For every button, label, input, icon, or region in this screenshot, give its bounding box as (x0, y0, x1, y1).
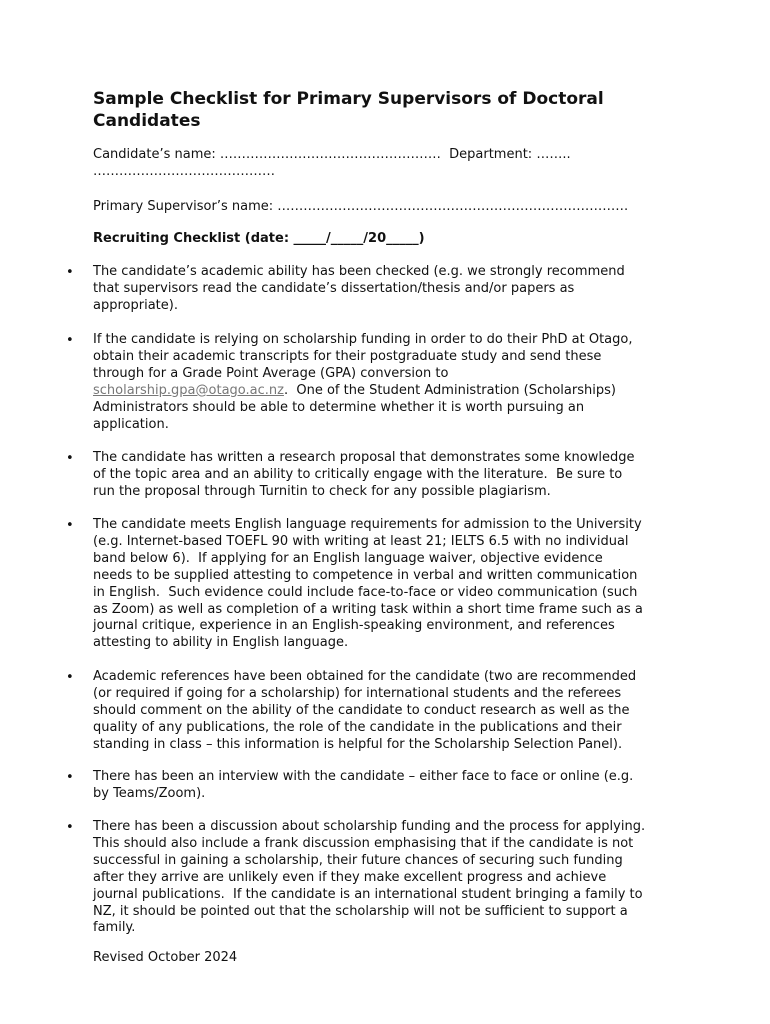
bullet-icon: • (66, 670, 74, 685)
checklist-item-text: If the candidate is relying on scholarship funding in order to do their PhD at Otago, obtain their academic transcripts for their postgraduate study and send these through for a Grade Point Average (GPA) conversion to scholarship.gpa@otago.ac.nz. One of the Student Administration (Scholarships) Administrators should be able to determine whether it is worth pursuing an application. (93, 332, 633, 432)
checklist-item-text: There has been a discussion about scholarship funding and the process for applying. This should also include a frank discussion emphasising that if the candidate is not successful in gaining a scholarship, their future chances of securing such funding after they arrive are unlikely even if they make excellent progress and achieve journal publications. If the candidate is an international student bringing a family to NZ, it should be pointed out that the scholarship will not be sufficient to support a family. (93, 819, 646, 936)
bullet-icon: • (66, 333, 74, 348)
bullet-icon: • (66, 265, 74, 280)
document-title (93, 88, 693, 132)
bullet-icon: • (66, 451, 74, 466)
scholarship-email-link[interactable]: scholarship.gpa@otago.ac.nz (93, 382, 284, 398)
revision-note: Revised October 2024 (93, 950, 238, 965)
checklist-item-text: There has been an interview with the candidate – either face to face or online (e.g. by Teams/Zoom). (93, 769, 634, 801)
candidate-name-field: Candidate’s name: …………………………………………… Department: …….. (93, 147, 571, 162)
checklist-item-text: The candidate’s academic ability has been checked (e.g. we strongly recommend that supervisors read the candidate’s dissertation/thesis and/or papers as appropriate). (93, 264, 625, 313)
bullet-icon: • (66, 770, 74, 785)
checklist-heading: Recruiting Checklist (date: _____/_____/20_____) (93, 231, 425, 246)
title-line-2: Candidates (93, 111, 201, 131)
checklist-item-text: The candidate has written a research proposal that demonstrates some knowledge of the topic area and an ability to critically engage with the literature. Be sure to run the proposal through Turnitin to check for any possible plagiarism. (93, 450, 635, 499)
candidate-name-field-continued: …………………………………… (93, 164, 275, 179)
supervisor-name-field: Primary Supervisor’s name: ……………………………………………………………………… (93, 199, 629, 214)
title-line-1: Sample Checklist for Primary Supervisors of Doctoral (93, 89, 604, 109)
bullet-icon: • (66, 820, 74, 835)
checklist-item-text: The candidate meets English language requirements for admission to the University (e.g. Internet-based TOEFL 90 with writing at least 21; IELTS 6.5 with no individual band below 6). If applying for an English language waiver, objective evidence needs to be supplied attesting to competence in verbal and written communication in English. Such evidence could include face-to-face or video communication (such as Zoom) as well as completion of a writing task within a short time frame such as a journal critique, experience in an English-speaking environment, and references attesting to ability in English language. (93, 517, 643, 651)
checklist-item-text: Academic references have been obtained for the candidate (two are recommended (or required if going for a scholarship) for international students and the referees should comment on the ability of the candidate to conduct research as well as the quality of any publications, the role of the candidate in the publications and their standing in class – this information is helpful for the Scholarship Selection Panel). (93, 669, 637, 752)
bullet-icon: • (66, 518, 74, 533)
